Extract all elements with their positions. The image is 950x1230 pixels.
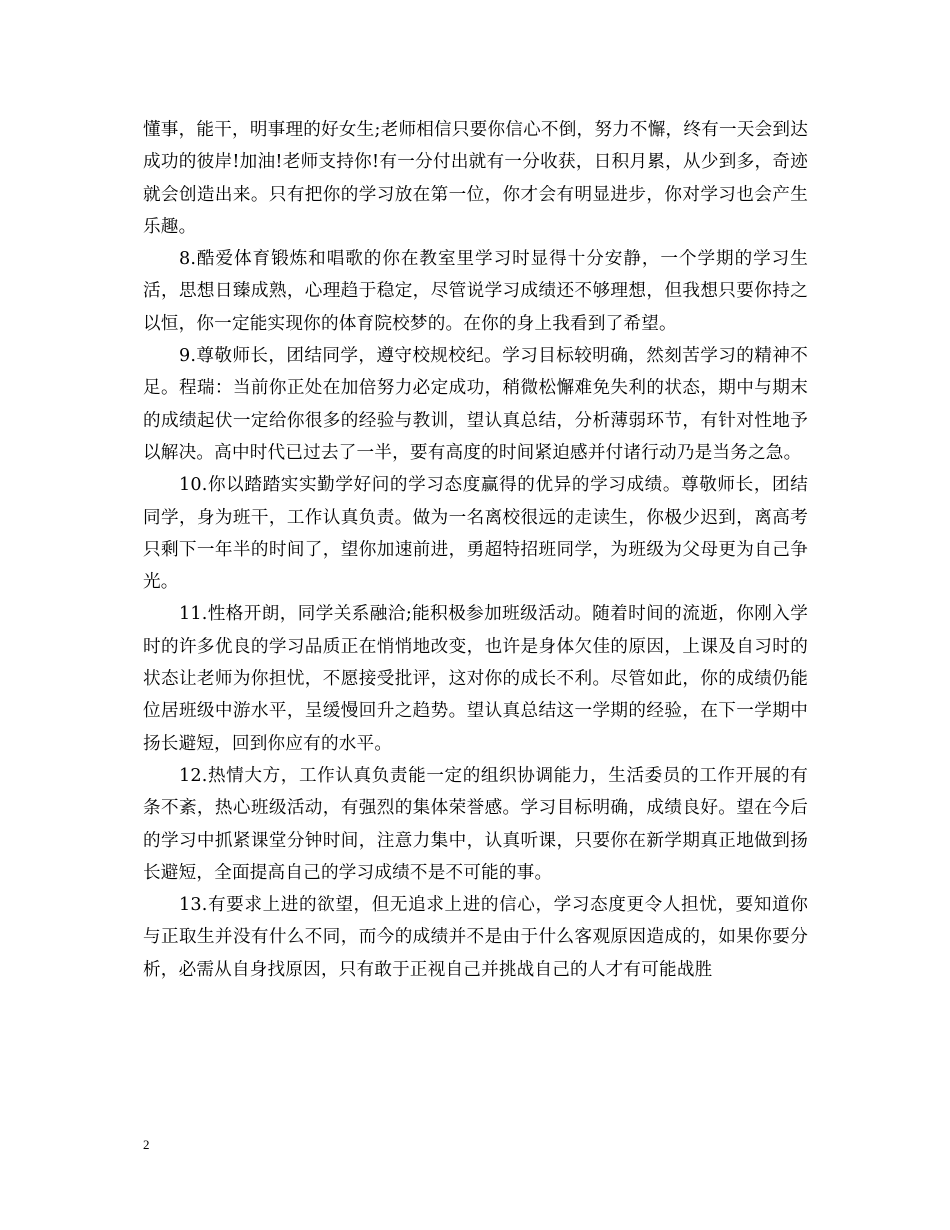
page-number: 2	[143, 1137, 150, 1152]
paragraph-item-11: 11.性格开朗，同学关系融洽;能积极参加班级活动。随着时间的流逝，你刚入学时的许多优良的学习品质正在悄悄地改变，也许是身体欠佳的原因，上课及自习时的状态让老师为你担忧，不愿接受批评，这对你的成长不利。尽管如此，你的成绩仍能位居班级中游水平，呈缓慢回升之趋势。望认真总结这一学期的经验，在下一学期中扬长避短，回到你应有的水平。	[143, 604, 808, 754]
paragraph-continuation: 懂事，能干，明事理的好女生;老师相信只要你信心不倒，努力不懈，终有一天会到达成功的彼岸!加油!老师支持你!有一分付出就有一分收获，日积月累，从少到多，奇迹就会创造出来。只有把你的学习放在第一位，你才会有明显进步，你对学习也会产生乐趣。	[143, 120, 808, 237]
document-body	[143, 114, 808, 986]
paragraph-item-10: 10.你以踏踏实实勤学好问的学习态度赢得的优异的学习成绩。尊敬师长，团结同学，身为班干，工作认真负责。做为一名离校很远的走读生，你极少迟到，离高考只剩下一年半的时间了，望你加速前进，勇超特招班同学，为班级为父母更为自己争光。	[143, 475, 808, 593]
paragraph-item-13: 13.有要求上进的欲望，但无追求上进的信心，学习态度更令人担忧，要知道你与正取生并没有什么不同，而今的成绩并不是由于什么客观原因造成的，如果你要分析，必需从自身找原因，只有敢于正视自己并挑战自己的人才有可能战胜	[143, 895, 808, 980]
paragraph-item-12: 12.热情大方，工作认真负责能一定的组织协调能力，生活委员的工作开展的有条不紊，热心班级活动，有强烈的集体荣誉感。学习目标明确，成绩良好。望在今后的学习中抓紧课堂分钟时间，注意力集中，认真听课，只要你在新学期真正地做到扬长避短，全面提高自己的学习成绩不是不可能的事。	[143, 765, 808, 883]
paragraph-item-9: 9.尊敬师长，团结同学，遵守校规校纪。学习目标较明确，然刻苦学习的精神不足。程瑞：当前你正处在加倍努力必定成功，稍微松懈难免失利的状态，期中与期末的成绩起伏一定给你很多的经验与教训，望认真总结，分析薄弱环节，有针对性地予以解决。高中时代已过去了一半，要有高度的时间紧迫感并付诸行动乃是当务之急。	[143, 346, 808, 463]
paragraph-item-8: 8.酷爱体育锻炼和唱歌的你在教室里学习时显得十分安静，一个学期的学习生活，思想日臻成熟，心理趋于稳定，尽管说学习成绩还不够理想，但我想只要你持之以恒，你一定能实现你的体育院校梦的。在你的身上我看到了希望。	[143, 249, 808, 334]
